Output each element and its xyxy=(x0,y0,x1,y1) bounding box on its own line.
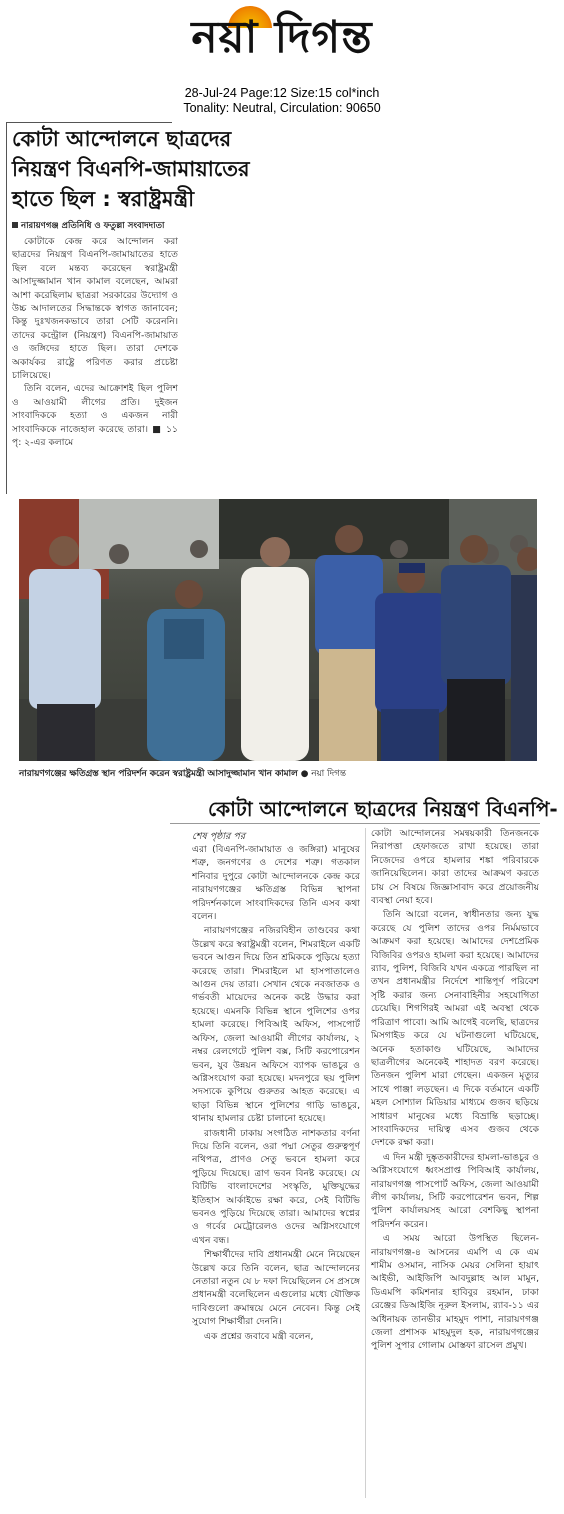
byline xyxy=(12,219,177,233)
byline-text: নারায়ণগঞ্জ প্রতিনিধি ও ফতুল্লা সংবাদদাতা xyxy=(21,221,165,231)
caption-text: নারায়ণগঞ্জের ক্ষতিগ্রস্ত স্থান পরিদর্শন করেন স্বরাষ্ট্রমন্ত্রী আসাদুজ্জামান খান কামাল xyxy=(19,769,298,779)
body-paragraph: কোটা আন্দোলনের সমন্বয়কারী তিনজনকে নিরাপত্তা হেফাজতে রাখা হয়েছে। তারা নিজেদের ওপরে হামলার শঙ্কা পরিবারকে জানিয়েছিলেন। কারা তাদের আক্রমণ করতে চায় সে বিষয়ে জিজ্ঞাসাবাদ করে প্রয়োজনীয় ব্যবস্থা নেয়া হবে। xyxy=(371,828,539,907)
headline-line-1: কোটা আন্দোলনে ছাত্রদের xyxy=(12,127,232,151)
body-paragraph: রাজধানী ঢাকায় সংগঠিত নাশকতার বর্ণনা দিয়ে তিনি বলেন, ওরা পদ্মা সেতুর গুরুত্বপূর্ণ নথিপত্র, প্রাণও সেতু ভবনে হামলা করে পুড়িয়ে দিয়েছে। ত্রাণ ভবন বিনষ্ট করেছে। যে বিটিভি বাংলাদেশের সংস্কৃতি, মুক্তিযুদ্ধের ইতিহাস আর্কাইভে রক্ষা করে, সেই বিটিভি ভবনও পুড়িয়ে দিয়েছে তারা। আমাদের স্বপ্নের ও গর্বের মেট্রোরেলও ওদের অগ্নিসংযোগে এখন বন্ধ। xyxy=(192,1127,360,1246)
clipping-meta-date: 28-Jul-24 Page:12 Size:15 col*inch xyxy=(184,86,380,100)
body-paragraph: তিনি আরো বলেন, স্বাধীনতার জন্য যুদ্ধ করেছে যে পুলিশ তাদের ওপর নির্মমভাবে আক্রমণ করা হয়েছে। আমাদের দেশপ্রেমিক বিজিবির ওপরও হামলা করা হয়েছে। আমাদের র‌্যাব, পুলিশ, বিজিবি যখন একত্রে পারছিল না তখন প্রধানমন্ত্রীর নির্দেশে শান্তিপূর্ণ পরিবেশ সৃষ্টি করার জন্য সেনাবাহিনীর সহযোগিতা চেয়েছি। শিগগিরই আমরা এই অবস্থা থেকে পরিত্রাণ পাবো। আমি আগেই বলেছি, ছাত্রদের মিসগাইড করে যে ঘটনাগুলো ঘটিয়েছে, অনেক হতাকাণ্ড ঘটিয়েছে, আমাদের ছাত্রলীগের অনেকেই শাহাদত বরণ করেছে। তিনজন পুলিশ মারা গেছেন। একজন মৃত্যুর সাথে পাঞ্জা লড়ছেন। এ দিকে বর্তমানে একটি মহল সোশ্যাল মিডিয়ার মাধ্যমে গুজব ছড়িয়ে সাধারণ মানুষের মধ্যে বিভ্রান্তি ছড়াচ্ছে। সাংবাদিকদের দায়িত্ব এসব গুজব থেকে দেশকে রক্ষা করা। xyxy=(371,909,539,1149)
column-divider xyxy=(365,828,366,1498)
masthead xyxy=(0,0,564,70)
square-bullet-icon xyxy=(12,222,18,228)
jump-kicker: শেষ পৃষ্ঠার পর xyxy=(192,831,246,842)
intro-column xyxy=(12,235,178,490)
clipping-border-top xyxy=(6,122,172,123)
newspaper-logo: নয়া দিগন্ত xyxy=(191,12,373,63)
clipping-meta-tonality: Tonality: Neutral, Circulation: 90650 xyxy=(183,101,381,115)
intro-paragraph: তিনি বলেন, এদের আক্রোশই ছিল পুলিশ ও আওয়ামী লীগের প্রতি। দুইজন সাংবাদিককে হত্যা ও একজন নারী সাংবাদিককে নাজেহাল করেছে তারা। ■ ১১ পৃ: ২-এর কলামে xyxy=(12,383,178,449)
body-paragraph: এরা (বিএনপি-জামায়াত ও জঙ্গিরা) মানুষের শত্রু, জনগণের ও দেশের শত্রু। গতকাল শনিবার দুপুরে কোটা আন্দোলনকে কেন্দ্র করে নারায়ণগঞ্জের ক্ষতিগ্রস্ত বিভিন্ন স্থাপনা পরিদর্শনকালে সাংবাদিকদের তিনি এসব কথা বলেন। xyxy=(192,844,360,923)
photo-illustration xyxy=(19,499,537,761)
jump-headline-rule xyxy=(170,823,540,824)
photo-credit: ● নয়া দিগন্ত xyxy=(300,769,346,779)
headline-line-2: নিয়ন্ত্রণ বিএনপি-জামায়াতের xyxy=(12,157,250,181)
jump-headline: কোটা আন্দোলনে ছাত্রদের নিয়ন্ত্রণ বিএনপি- xyxy=(208,797,558,821)
intro-paragraph: কোটাকে কেন্দ্র করে আন্দোলন করা ছাত্রদের নিয়ন্ত্রণ বিএনপি-জামায়াতের হাতে ছিল বলে মন্তব্য করেছেন স্বরাষ্ট্রমন্ত্রী আসাদুজ্জামান খান কামাল বলেছেন, আমরা আশা করেছিলাম ছাত্ররা সরকারের উদ্যোগ ও উচ্চ আদালতের সিদ্ধান্তকে স্বাগত জানাবেন; কিন্তু দুঃখজনকভাবে তারা সেটি করেননি। তাদের কন্ট্রোল (নিয়ন্ত্রণ) বিএনপি-জামায়াত ও জঙ্গিদের হাতে ছিল। তারা দেশকে অকার্যকর রাষ্ট্রে পরিণত করার প্রচেষ্টা চালিয়েছে। xyxy=(12,236,178,382)
body-paragraph: এ সময় আরো উপস্থিত ছিলেন- নারায়ণগঞ্জ-৪ আসনের এমপি এ কে এম শামীম ওসমান, নাসিক মেয়র সেলিনা হায়াৎ আইভী, আইজিপি আবদুল্লাহ আল মামুন, ডিএমপি কমিশনার হাবিবুর রহমান, ঢাকা রেঞ্জের ডিআইজি নূরুল ইসলাম, র‌্যাব-১১ এর অধিনায়ক তানভীর মাহমুদ পাশা, নারায়ণগঞ্জ জেলা প্রশাসক মাহমুদুল হক, নারায়ণগঞ্জের পুলিশ সুপার গোলাম মোস্তফা রাসেল প্রমুখ। xyxy=(371,1233,539,1352)
headline-line-3: হাতে ছিল : স্বরাষ্ট্রমন্ত্রী xyxy=(12,187,195,211)
body-paragraph: শিক্ষার্থীদের দাবি প্রধানমন্ত্রী মেনে নিয়েছেন উল্লেখ করে তিনি বলেন, ছাত্র আন্দোলনের নেতারা নতুন যে ৮ দফা দিয়েছিলেন সে প্রসঙ্গে প্রধানমন্ত্রী বলেছিলেন এগুলোর মধ্যে যৌক্তিক দাবিগুলো ক্রমান্বয়ে মেনে নেবেন। কিন্তু সেই সুযোগ শিক্ষার্থীরা দেননি। xyxy=(192,1249,360,1328)
body-paragraph: নারায়ণগঞ্জের নজিরবিহীন তাণ্ডবের কথা উল্লেখ করে স্বরাষ্ট্রমন্ত্রী বলেন, শিমরাইলে একটি ভবনে আগুন দিয়ে তিন শ্রমিককে পুড়িয়ে হত্যা করেছে তারা। শিমরাইলে মা হাসপাতালেও আগুন দেয় তারা। সেখান থেকে নবজাতক ও গর্ভবতী মায়েদের অনেক কষ্টে উদ্ধার করা হয়েছে। এমনকি বিভিন্ন স্থানে পুলিশের ওপর হামলা করেছে। পিবিআই অফিস, পাসপোর্ট অফিস, জেলা আওয়ামী লীগের কার্যালয়, ২ নম্বর রেলগেটে পুলিশ বক্স, সিটি করপোরেশন ভবন, যুব উন্নয়ন অফিসে ব্যাপক ভাঙচুর ও অগ্নিসংযোগ করা হয়েছে। মদনপুরে ছয় পুলিশ সদস্যকে কুপিয়ে গুরুতর আহত করেছে। এ ছাড়া বিভিন্ন স্থানে পুলিশের গাড়ি ভাঙচুর, থানায় হামলার চেষ্টা চালানো হয়েছে। xyxy=(192,925,360,1125)
continuation-column-1 xyxy=(192,843,360,1503)
body-paragraph: এক প্রশ্নের জবাবে মন্ত্রী বলেন, xyxy=(204,1330,314,1342)
news-photo xyxy=(19,499,537,761)
body-paragraph: এ দিন মন্ত্রী দুষ্কৃতকারীদের হামলা-ভাঙচুর ও অগ্নিসংযোগে ধ্বংসপ্রাপ্ত পিবিআই কার্যালয়, নারায়ণগঞ্জ পাসপোর্ট অফিস, জেলা আওয়ামী লীগ কার্যালয়, সিটি করপোরেশন ভবন, শিল্প পুলিশ কার্যালয়সহ আরো বেশকিছু স্থাপনা পরিদর্শন করেন। xyxy=(371,1151,539,1230)
clipping-border-left xyxy=(6,122,7,494)
photo-caption xyxy=(19,766,539,781)
continuation-column-2 xyxy=(371,827,539,1503)
